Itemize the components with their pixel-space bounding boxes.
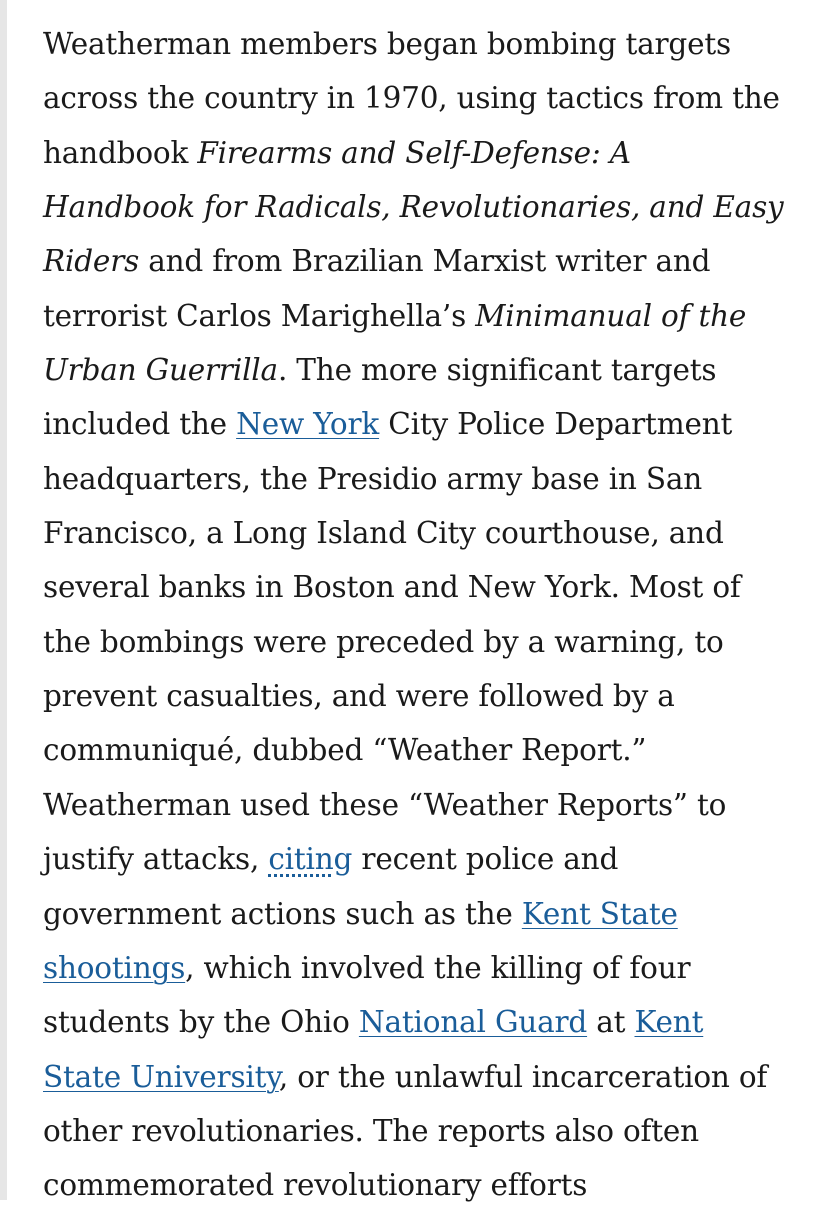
book-title-firearms: Firearms and Self-Defense: A Handbook for Radicals, Revolutionaries, and Easy Riders [43, 135, 784, 279]
link-national-guard[interactable]: National Guard [358, 1005, 588, 1040]
link-citing[interactable]: citing [268, 842, 353, 877]
book-title-minimanual: Minimanual of the Urban Guerrilla [43, 298, 747, 388]
text-segment: , or the unlawful incarceration of other revolutionaries. The reports also often commemorated revolutionary efforts [43, 1059, 768, 1203]
link-new-york[interactable]: New York [236, 407, 380, 442]
link-kent-state-shootings[interactable]: Kent State shootings [43, 896, 678, 985]
text-segment: Weatherman members began bombing targets across the country in 1970, using tactics from the handbook [43, 27, 780, 170]
text-segment: City Police Department headquarters, the Presidio army base in San Francisco, a Long Island City courthouse, and several banks in Boston and New York. Most of the bombings were preceded by a warning, to prevent casualties, and were followed by a communiqué, dubbed “Weather Report.” Weatherman used these “Weather Reports” to justify attacks, [43, 407, 741, 877]
left-border-rule [0, 0, 7, 1200]
text-segment: and from Brazilian Marxist writer and terrorist Carlos Marighella’s [43, 244, 711, 333]
text-segment: , which involved the killing of four students by the Ohio [43, 950, 691, 1040]
text-segment: at [587, 1005, 635, 1040]
link-kent-state-university[interactable]: Kent State University [43, 1005, 704, 1094]
text-segment: recent police and government actions such as the [43, 842, 619, 931]
article-paragraph [43, 17, 788, 1213]
text-segment: . The more significant targets included the [43, 353, 717, 442]
